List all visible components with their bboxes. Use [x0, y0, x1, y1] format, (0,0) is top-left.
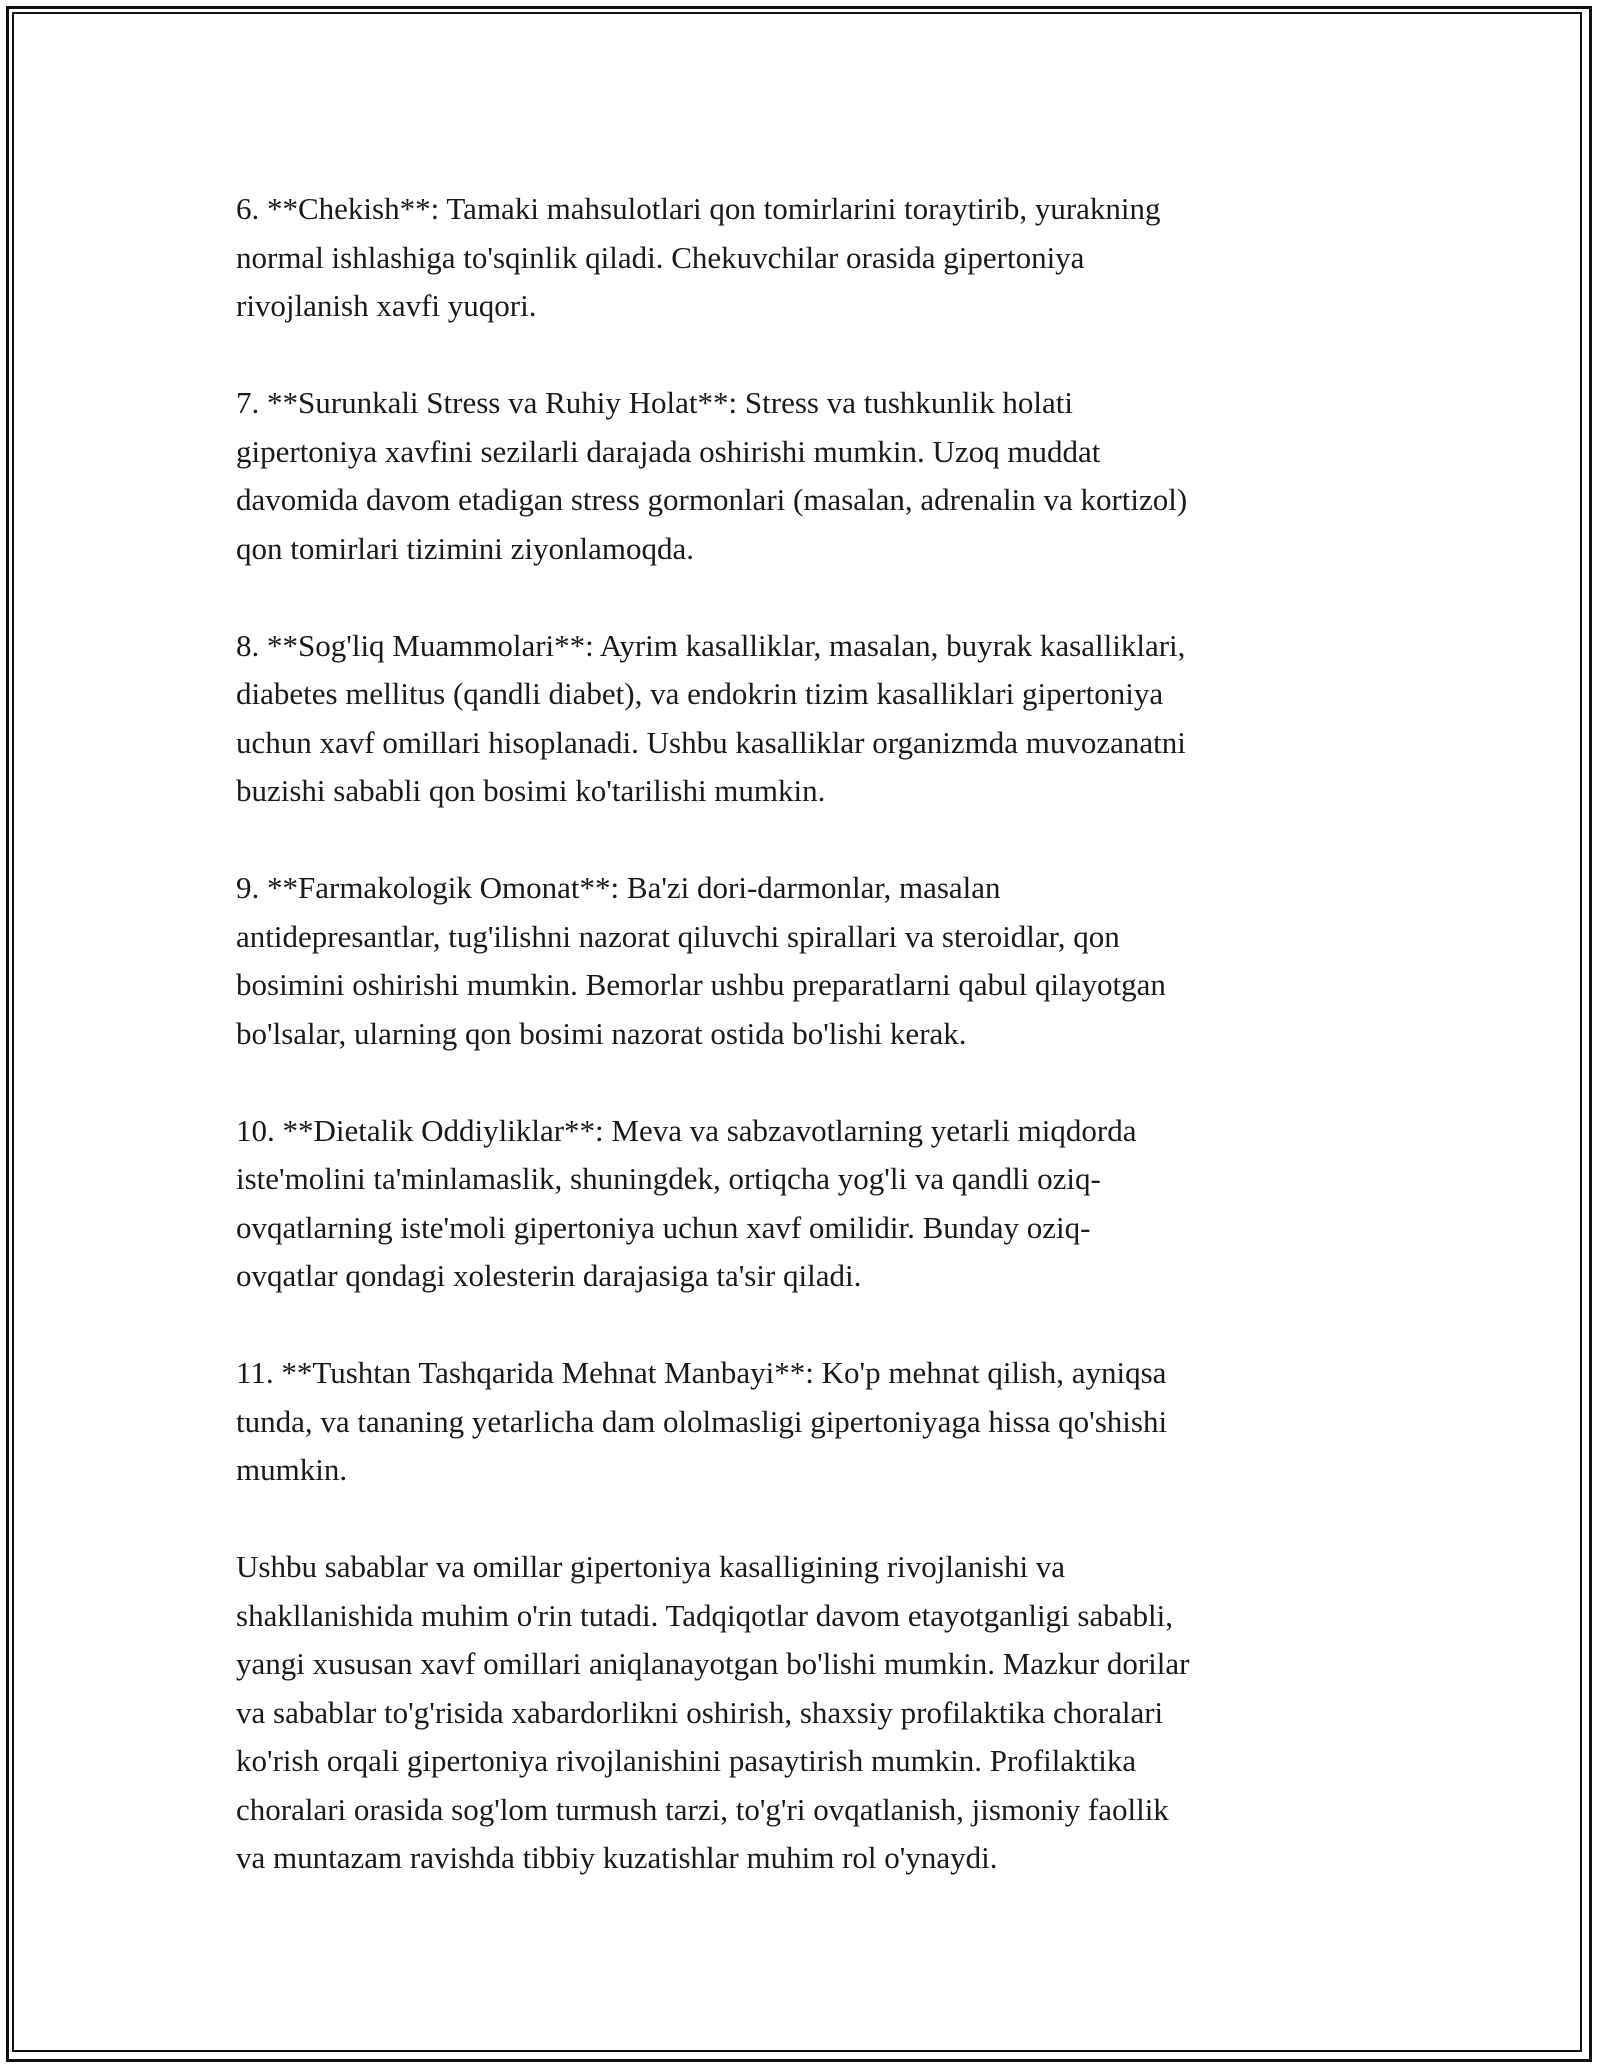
conclusion-paragraph: Ushbu sabablar va omillar gipertoniya kasalligining rivojlanishi va shakllanishida muhim o'rin tutadi. Tadqiqotlar davom etayotganligi sababli, yangi xususan xavf omillari aniqlanayotgan bo'lishi mumkin. Mazkur dorilar va sabablar to'g'risida xabardorlikni oshirish, shaxsiy profilaktika choralari ko'rish orqali gipertoniya rivojlanishini pasaytirish mumkin. Profilaktika choralari orasida sog'lom turmush tarzi, to'g'ri ovqatlanish, jismoniy faollik va muntazam ravishda tibbiy kuzatishlar muhim rol o'ynaydi. [236, 1549, 1190, 1875]
document-body [236, 185, 1376, 1931]
list-item-10-dietary: 10. **Dietalik Oddiyliklar**: Meva va sabzavotlarning yetarli miqdorda iste'molini ta'minlamaslik, shuningdek, ortiqcha yog'li va qandli oziq- ovqatlarning iste'moli gipertoniya uchun xavf omilidir. Bunday oziq- ovqatlar qondagi xolesterin darajasiga ta'sir qiladi. [236, 1112, 1137, 1293]
list-item-8-health-problems: 8. **Sog'liq Muammolari**: Ayrim kasalliklar, masalan, buyrak kasalliklari, diabetes mellitus (qandli diabet), va endokrin tizim kasalliklari gipertoniya uchun xavf omillari hisoplanadi. Ushbu kasalliklar organizmda muvozanatni buzishi sababli qon bosimi ko'tarilishi mumkin. [236, 627, 1186, 808]
list-item-11-night-work: 11. **Tushtan Tashqarida Mehnat Manbayi**: Ko'p mehnat qilish, ayniqsa tunda, va tananing yetarlicha dam ololmasligi gipertoniyaga hissa qo'shishi mumkin. [236, 1355, 1168, 1487]
list-item-9-pharmacological: 9. **Farmakologik Omonat**: Ba'zi dori-darmonlar, masalan antidepresantlar, tug'ilishni nazorat qiluvchi spirallari va steroidlar, qon bosimini oshirishi mumkin. Bemorlar ushbu preparatlarni qabul qilayotgan bo'lsalar, ularning qon bosimi nazorat ostida bo'lishi kerak. [236, 870, 1166, 1051]
list-item-6-smoking: 6. **Chekish**: Tamaki mahsulotlari qon tomirlarini toraytirib, yurakning normal ishlashiga to'sqinlik qiladi. Chekuvchilar orasida gipertoniya rivojlanish xavfi yuqori. [236, 191, 1161, 323]
list-item-7-chronic-stress: 7. **Surunkali Stress va Ruhiy Holat**: Stress va tushkunlik holati gipertoniya xavfini sezilarli darajada oshirishi mumkin. Uzoq muddat davomida davom etadigan stress gormonlari (masalan, adrenalin va kortizol) qon tomirlari tizimini ziyonlamoqda. [236, 385, 1188, 566]
